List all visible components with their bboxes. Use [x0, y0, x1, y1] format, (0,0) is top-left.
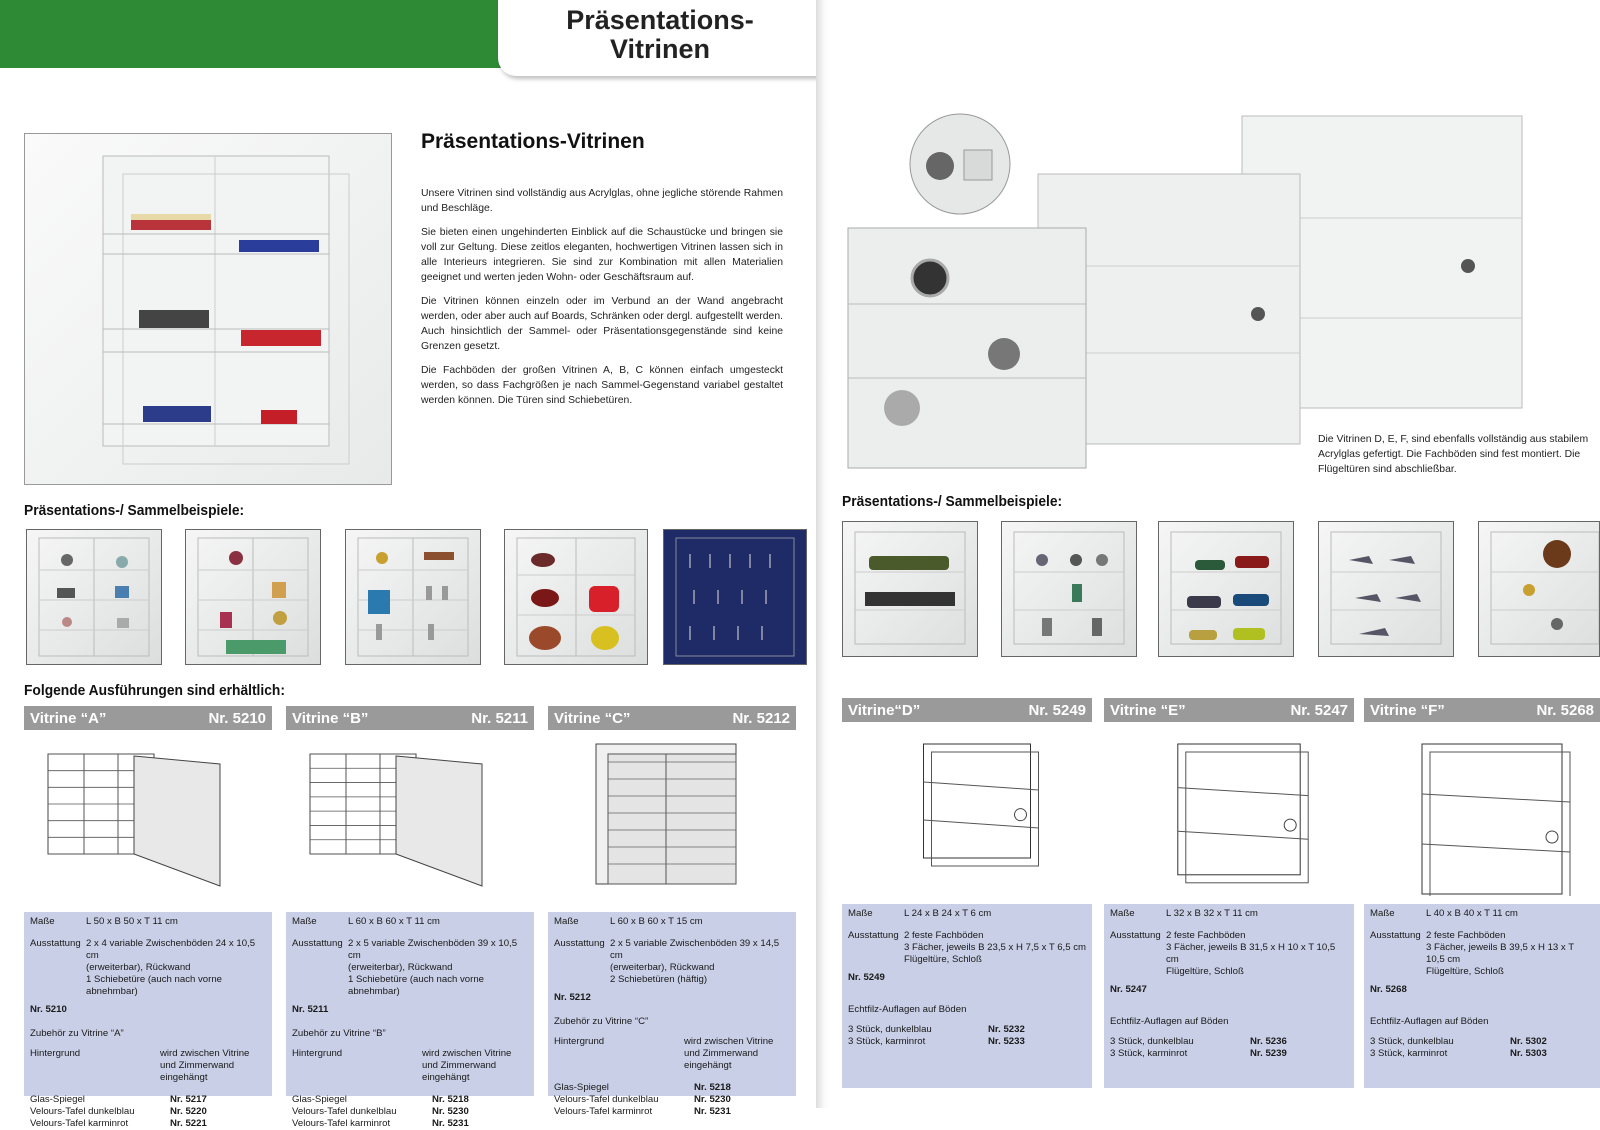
accessory-row: [1370, 1036, 1594, 1048]
page-title-line1: Präsentations-: [566, 5, 754, 35]
product-name: Vitrine “B”: [292, 709, 369, 727]
spec-value: [86, 938, 266, 998]
product-number: Nr. 5210: [208, 709, 266, 727]
spec-line: 3 Fächer, jeweils B 31,5 x H 10 x T 10,5 cm: [1166, 942, 1336, 965]
product-spec-table: [1104, 904, 1354, 1088]
intro-paragraph: Unsere Vitrinen sind vollständig aus Acrylglas, ohne jegliche störende Rahmen und Beschläge.: [421, 188, 783, 214]
accessory-number: Nr. 5231: [432, 1118, 469, 1129]
spec-label: Maße: [1370, 908, 1395, 919]
accessory-list: [554, 1082, 790, 1118]
spec-row-ausstattung: [292, 938, 528, 998]
spec-label: Ausstattung: [1370, 930, 1421, 941]
spec-item-number: Nr. 5212: [554, 992, 591, 1003]
product-title-bar: [842, 698, 1092, 722]
product-number: Nr. 5247: [1290, 701, 1348, 719]
accessory-number: Nr. 5217: [170, 1094, 207, 1105]
accessory-row: [848, 1024, 1086, 1036]
intro-paragraph: Die Vitrinen können einzeln oder im Verbund an der Wand angebracht werden, oder aber auch auf Boards, Schränken oder dergl. aufgestellt werden. Auch hinsichtlich der Sammel- oder Präsentationsgegenstände sind keine Grenzen gesetzt.: [421, 296, 783, 352]
product-title-bar: [548, 706, 796, 730]
accessory-list: [292, 1094, 528, 1130]
spec-line: 2 feste Fachböden: [1166, 930, 1246, 941]
spec-value: [1426, 930, 1594, 978]
accessory-note: wird zwischen Vitrine und Zimmerwand eingehängt: [422, 1048, 512, 1083]
spec-label: Ausstattung: [30, 938, 81, 949]
spec-value: L 24 x B 24 x T 6 cm: [904, 908, 992, 919]
accessory-label: Velours-Tafel dunkelblau: [292, 1106, 397, 1117]
spec-label: Maße: [292, 916, 317, 927]
spec-value: L 40 x B 40 x T 11 cm: [1426, 908, 1518, 919]
accessory-number: Nr. 5236: [1250, 1036, 1287, 1047]
accessory-label: Glas-Spiegel: [292, 1094, 347, 1105]
hero-image-vitrine-trains: [24, 133, 392, 485]
spec-label: Maße: [30, 916, 55, 927]
spec-row-masse: [848, 908, 1086, 920]
accessory-label: Hintergrund: [292, 1048, 343, 1059]
product-title-bar: [1364, 698, 1600, 722]
spec-label: Maße: [1110, 908, 1135, 919]
spec-row-masse: [1110, 908, 1348, 920]
accessory-number: Nr. 5230: [694, 1094, 731, 1105]
accessory-number: Nr. 5302: [1510, 1036, 1547, 1047]
examples-heading-right: Präsentations-/ Sammelbeispiele:: [842, 493, 1063, 510]
accessory-label: Velours-Tafel karminrot: [30, 1118, 129, 1129]
spec-line: (erweiterbar), Rückwand: [610, 962, 715, 973]
accessory-number: Nr. 5232: [988, 1024, 1025, 1035]
spec-row-masse: [1370, 908, 1594, 920]
accessory-number: Nr. 5221: [170, 1118, 207, 1129]
spec-row-ausstattung: [848, 930, 1086, 966]
spec-line: 1 Schiebetüre (auch nach vorne abnehmbar): [348, 974, 484, 997]
product-line-drawing: [1364, 736, 1600, 896]
spec-value: [348, 938, 528, 998]
accessory-number: Nr. 5239: [1250, 1048, 1287, 1059]
accessory-row: [292, 1048, 528, 1084]
product-name: Vitrine “E”: [1110, 701, 1186, 719]
spec-item-number: Nr. 5211: [292, 1004, 329, 1015]
accessory-number: Nr. 5220: [170, 1106, 207, 1117]
spec-line: 2 x 4 variable Zwischenböden 24 x 10,5 cm: [86, 938, 256, 961]
example-thumb: [26, 529, 162, 665]
accessory-heading: Zubehör zu Vitrine “C”: [554, 1016, 649, 1027]
accessory-row: [554, 1094, 790, 1106]
example-thumb: [842, 521, 978, 657]
spec-value: [610, 938, 790, 986]
spec-row-masse: [30, 916, 266, 928]
accessory-label: 3 Stück, dunkelblau: [1110, 1036, 1194, 1047]
accessory-number: Nr. 5231: [694, 1106, 731, 1117]
spec-value: [1166, 930, 1348, 978]
available-heading: Folgende Ausführungen sind erhältlich:: [24, 682, 285, 699]
accessory-note: wird zwischen Vitrine und Zimmerwand eingehängt: [160, 1048, 250, 1083]
accessory-list: [848, 1024, 1086, 1048]
spec-row-masse: [554, 916, 790, 928]
accessory-heading: Echtfilz-Auflagen auf Böden: [1110, 1016, 1229, 1027]
hero-image-vitrines-def: [840, 108, 1600, 488]
accessory-label: Glas-Spiegel: [30, 1094, 85, 1105]
spec-value: L 60 x B 60 x T 11 cm: [348, 916, 440, 927]
spec-item-number: Nr. 5210: [30, 1004, 67, 1015]
spec-label: Ausstattung: [848, 930, 899, 941]
accessory-label: Velours-Tafel karminrot: [292, 1118, 391, 1129]
spec-row-ausstattung: [1370, 930, 1594, 978]
spec-label: Ausstattung: [554, 938, 605, 949]
accessory-heading: Zubehör zu Vitrine “A”: [30, 1028, 124, 1039]
accessory-label: Velours-Tafel karminrot: [554, 1106, 653, 1117]
spec-label: Maße: [554, 916, 579, 927]
spec-line: Flügeltüre, Schloß: [1426, 966, 1504, 977]
example-thumb: [185, 529, 321, 665]
spec-row-ausstattung: [1110, 930, 1348, 978]
example-thumb: [1478, 521, 1600, 657]
spec-line: 2 x 5 variable Zwischenböden 39 x 10,5 cm: [348, 938, 518, 961]
accessory-number: Nr. 5230: [432, 1106, 469, 1117]
product-line-drawing: [1104, 736, 1354, 896]
accessory-number: Nr. 5218: [694, 1082, 731, 1093]
product-spec-table: [548, 912, 796, 1117]
page-spine: [816, 0, 830, 1108]
right-caption: Die Vitrinen D, E, F, sind ebenfalls vollständig aus stabilem Acrylglas gefertigt. Die Fachböden sind fest montiert. Die Flügeltüren sind abschließbar.: [1318, 434, 1589, 475]
spec-label: Ausstattung: [292, 938, 343, 949]
spec-line: Flügeltüre, Schloß: [904, 954, 982, 965]
product-spec-table: [1364, 904, 1600, 1088]
spec-value: L 60 x B 60 x T 15 cm: [610, 916, 703, 927]
accessory-heading: Zubehör zu Vitrine “B”: [292, 1028, 386, 1039]
spec-line: 2 feste Fachböden: [904, 930, 984, 941]
product-spec-table: [24, 912, 272, 1129]
spec-line: Flügeltüre, Schloß: [1166, 966, 1244, 977]
page-title-tab: [498, 0, 822, 76]
accessory-label: 3 Stück, dunkelblau: [848, 1024, 932, 1035]
accessory-list: [1110, 1036, 1348, 1060]
main-heading: Präsentations-Vitrinen: [421, 130, 645, 153]
spec-item-number: Nr. 5247: [1110, 984, 1147, 995]
product-spec-table: [286, 912, 534, 1129]
product-title-bar: [24, 706, 272, 730]
accessory-row: [30, 1048, 266, 1084]
spec-value: [904, 930, 1086, 966]
product-line-drawing: [24, 736, 272, 904]
accessory-list: [30, 1094, 266, 1130]
spec-line: (erweiterbar), Rückwand: [86, 962, 191, 973]
accessory-note: wird zwischen Vitrine und Zimmerwand eingehängt: [684, 1036, 774, 1071]
spec-line: 3 Fächer, jeweils B 39,5 x H 13 x T 10,5 cm: [1426, 942, 1574, 965]
accessory-row: [1110, 1048, 1348, 1060]
spec-row-ausstattung: [554, 938, 790, 986]
product-name: Vitrine“D”: [848, 701, 921, 719]
accessory-label: 3 Stück, dunkelblau: [1370, 1036, 1454, 1047]
spec-line: (erweiterbar), Rückwand: [348, 962, 453, 973]
spec-label: Maße: [848, 908, 873, 919]
product-line-drawing: [286, 736, 534, 904]
accessory-number: Nr. 5303: [1510, 1048, 1547, 1059]
spec-line: 2 feste Fachböden: [1426, 930, 1506, 941]
accessory-row: [848, 1036, 1086, 1048]
examples-heading-left: Präsentations-/ Sammelbeispiele:: [24, 502, 245, 519]
product-number: Nr. 5249: [1028, 701, 1086, 719]
product-name: Vitrine “A”: [30, 709, 107, 727]
accessory-label: Hintergrund: [554, 1036, 605, 1047]
example-thumb: [663, 529, 807, 665]
accessory-number: Nr. 5218: [432, 1094, 469, 1105]
accessory-row: [1110, 1036, 1348, 1048]
spec-line: 1 Schiebetüre (auch nach vorne abnehmbar): [86, 974, 222, 997]
accessory-row: [292, 1118, 528, 1130]
accessory-label: 3 Stück, karminrot: [848, 1036, 926, 1047]
accessory-row: [1370, 1048, 1594, 1060]
example-thumb: [345, 529, 481, 665]
accessory-label: 3 Stück, karminrot: [1370, 1048, 1448, 1059]
product-title-bar: [286, 706, 534, 730]
accessory-row: [292, 1094, 528, 1106]
spec-item-number: Nr. 5249: [848, 972, 885, 983]
accessory-label: Velours-Tafel dunkelblau: [554, 1094, 659, 1105]
accessory-label: 3 Stück, karminrot: [1110, 1048, 1188, 1059]
spec-label: Ausstattung: [1110, 930, 1161, 941]
spec-row-ausstattung: [30, 938, 266, 998]
accessory-number: Nr. 5233: [988, 1036, 1025, 1047]
intro-paragraph: Die Fachböden der großen Vitrinen A, B, C können einfach umgesteckt werden, so dass Fachgrößen je nach Sammel-Gegenstand variabel gestaltet werden können. Die Türen sind Schiebetüren.: [421, 365, 783, 406]
spec-line: 2 x 5 variable Zwischenböden 39 x 14,5 cm: [610, 938, 780, 961]
accessory-label: Glas-Spiegel: [554, 1082, 609, 1093]
example-thumb: [1318, 521, 1454, 657]
spec-line: 2 Schiebetüren (häftig): [610, 974, 708, 985]
product-line-drawing: [548, 736, 796, 904]
accessory-label: Velours-Tafel dunkelblau: [30, 1106, 135, 1117]
page-title-line2: Vitrinen: [609, 34, 711, 64]
accessory-list: [1370, 1036, 1594, 1060]
product-line-drawing: [842, 736, 1092, 896]
accessory-heading: Echtfilz-Auflagen auf Böden: [848, 1004, 967, 1015]
intro-paragraph: Sie bieten einen ungehinderten Einblick auf die Schaustücke und bringen sie voll zur Geltung. Diese zeitlos eleganten, hochwertigen Vitrinen lassen sich in alle Interieurs integrieren. Sie sind zur Kombination mit allen Materialien geeignet und werten jeden Wohn- oder Geschäftsraum auf.: [421, 227, 783, 283]
example-thumb: [504, 529, 648, 665]
product-name: Vitrine “C”: [554, 709, 631, 727]
product-number: Nr. 5268: [1536, 701, 1594, 719]
accessory-label: Hintergrund: [30, 1048, 81, 1059]
example-thumb: [1001, 521, 1137, 657]
example-thumb: [1158, 521, 1294, 657]
spec-value: L 32 x B 32 x T 11 cm: [1166, 908, 1258, 919]
product-name: Vitrine “F”: [1370, 701, 1445, 719]
accessory-row: [30, 1118, 266, 1130]
accessory-row: [554, 1036, 790, 1072]
accessory-heading: Echtfilz-Auflagen auf Böden: [1370, 1016, 1489, 1027]
spec-item-number: Nr. 5268: [1370, 984, 1407, 995]
accessory-row: [554, 1082, 790, 1094]
spec-line: 3 Fächer, jeweils B 23,5 x H 7,5 x T 6,5 cm: [904, 942, 1087, 953]
intro-text: [421, 186, 783, 417]
product-number: Nr. 5212: [732, 709, 790, 727]
spec-value: L 50 x B 50 x T 11 cm: [86, 916, 178, 927]
product-title-bar: [1104, 698, 1354, 722]
product-number: Nr. 5211: [471, 709, 528, 727]
product-spec-table: [842, 904, 1092, 1088]
spec-row-masse: [292, 916, 528, 928]
accessory-row: [30, 1094, 266, 1106]
